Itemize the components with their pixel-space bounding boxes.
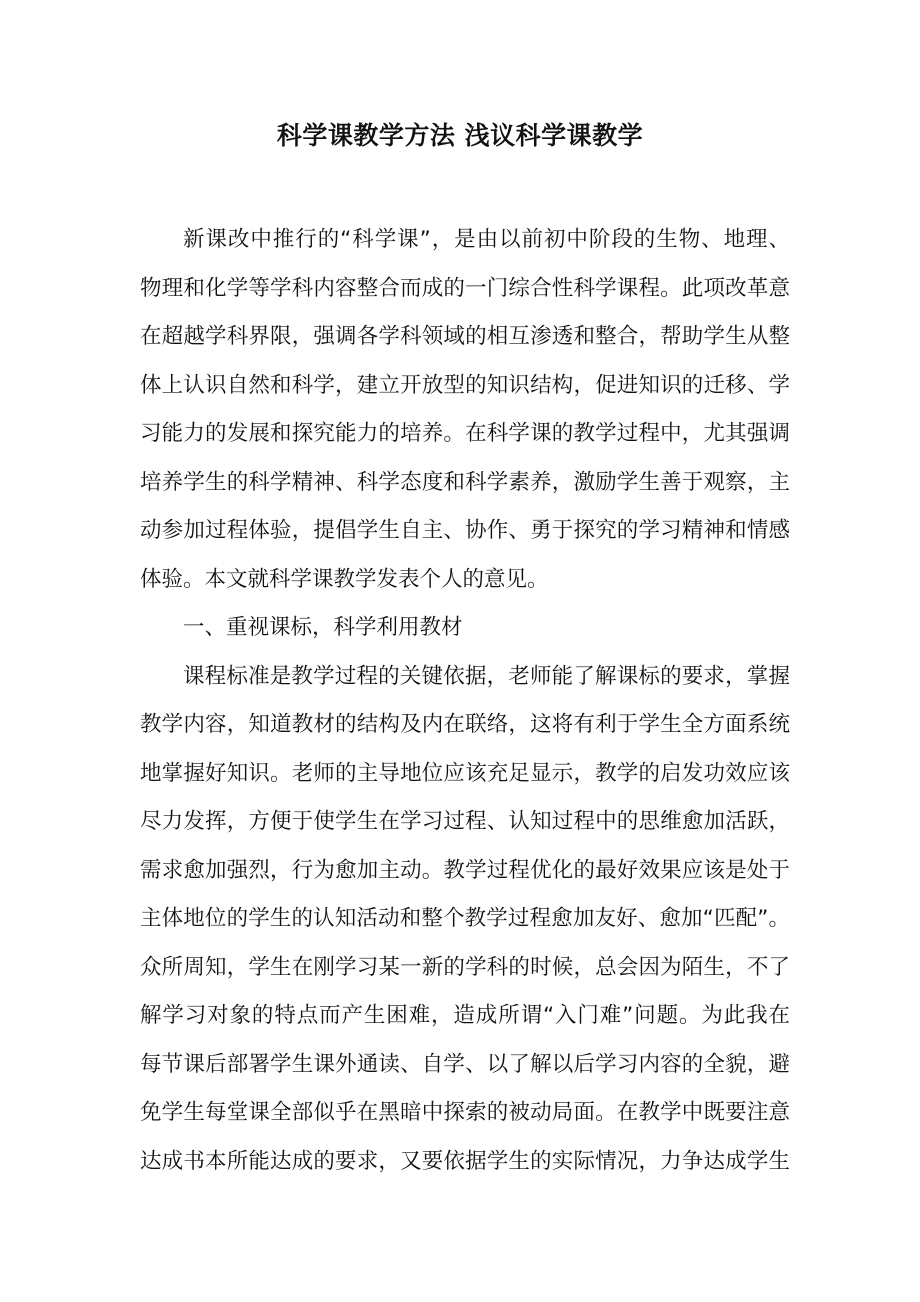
text-line: 解学习对象的特点而产生困难，造成所谓“入门难”问题。为此我在	[140, 1003, 790, 1028]
article-body	[140, 216, 790, 1186]
text-line: 培养学生的科学精神、科学态度和科学素养，激励学生善于观察，主	[140, 469, 790, 495]
page-title: 科学课教学方法 浅议科学课教学	[276, 121, 644, 150]
text-line: 课程标准是教学过程的关键依据，老师能了解课标的要求，掌握	[183, 663, 790, 689]
text-line: 体验。本文就科学课教学发表个人的意见。	[140, 566, 549, 592]
text-line: 地掌握好知识。老师的主导地位应该充足显示，教学的启发功效应该	[140, 760, 790, 786]
text-line: 一、重视课标，科学利用教材	[183, 615, 463, 640]
text-line: 物理和化学等学科内容整合而成的一门综合性科学课程。此项改革意	[140, 275, 790, 301]
text-line: 需求愈加强烈，行为愈加主动。教学过程优化的最好效果应该是处于	[140, 857, 790, 883]
text-line: 尽力发挥，方便于使学生在学习过程、认知过程中的思维愈加活跃，	[140, 809, 790, 834]
text-line: 体上认识自然和科学，建立开放型的知识结构，促进知识的迁移、学	[140, 372, 790, 398]
text-line: 众所周知，学生在刚学习某一新的学科的时候，总会因为陌生，不了	[140, 954, 790, 980]
text-line: 新课改中推行的“科学课”，是由以前初中阶段的生物、地理、	[183, 227, 790, 252]
text-line: 动参加过程体验，提倡学生自主、协作、勇于探究的学习精神和情感	[140, 518, 790, 543]
text-line: 在超越学科界限，强调各学科领域的相互渗透和整合，帮助学生从整	[140, 324, 790, 349]
text-line: 达成书本所能达成的要求，又要依据学生的实际情况，力争达成学生	[140, 1148, 790, 1174]
text-line: 每节课后部署学生课外通读、自学、以了解以后学习内容的全貌，避	[140, 1051, 790, 1077]
text-line: 习能力的发展和探究能力的培养。在科学课的教学过程中，尤其强调	[140, 421, 790, 446]
text-line: 主体地位的学生的认知活动和整个教学过程愈加友好、愈加“匹配”。	[140, 906, 790, 931]
text-line: 免学生每堂课全部似乎在黑暗中探索的被动局面。在教学中既要注意	[140, 1100, 790, 1125]
text-line: 教学内容，知道教材的结构及内在联络，这将有利于学生全方面系统	[140, 712, 790, 737]
